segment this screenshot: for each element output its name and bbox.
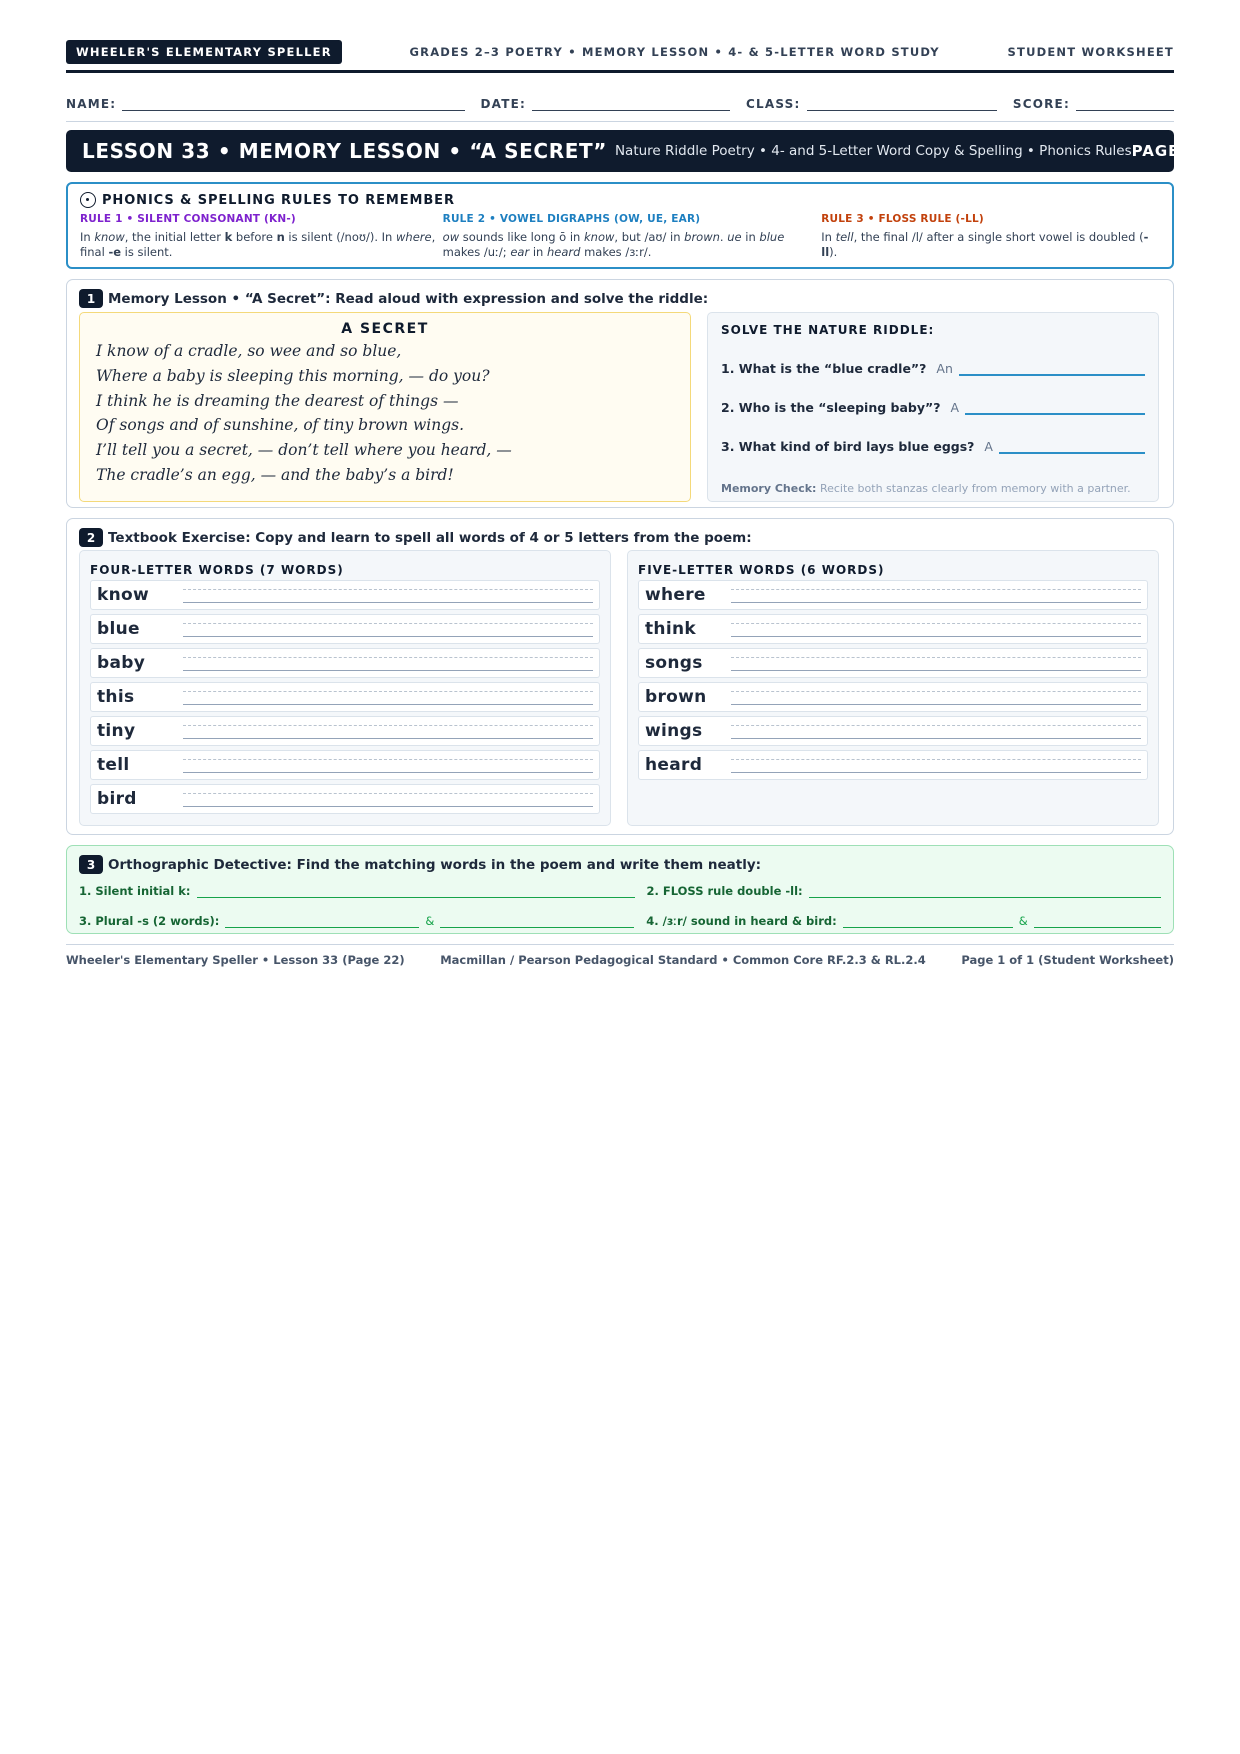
- class-line[interactable]: [807, 97, 997, 111]
- poem-line: The cradle’s an egg, — and the baby’s a bird!: [96, 465, 454, 484]
- divider: [66, 121, 1174, 122]
- word-row: wings: [638, 716, 1148, 746]
- section-1-title-text: Memory Lesson • “A Secret”: Read aloud with expression and solve the riddle:: [108, 290, 709, 307]
- rule-1-title: RULE 1 • SILENT CONSONANT (KN-): [80, 213, 296, 225]
- page-number: PAGE 22: [1131, 142, 1209, 160]
- riddle-question-3: 3. What kind of bird lays blue eggs? A: [721, 439, 1145, 454]
- page-header: [66, 40, 1174, 64]
- four-letter-words: [79, 550, 611, 826]
- copy-line[interactable]: [183, 791, 593, 807]
- rule-2-text: ow sounds like long ō in know, but /aʊ/ in brown. ue in blue makes /uː/; ear in heard makes /ɜːr/.: [442, 230, 785, 259]
- name-label: NAME:: [66, 97, 117, 111]
- copy-line[interactable]: [731, 587, 1141, 603]
- word-row: brown: [638, 682, 1148, 712]
- rule-3: [821, 212, 1160, 260]
- class-label: CLASS:: [746, 97, 801, 111]
- score-line[interactable]: [1076, 97, 1174, 111]
- lesson-subtitle: Nature Riddle Poetry • 4- and 5-Letter Word Copy & Spelling • Phonics Rules: [614, 143, 1132, 159]
- answer-line-3[interactable]: [999, 442, 1145, 454]
- phonics-rules-box: [66, 182, 1174, 269]
- section-1-number: 1: [79, 289, 103, 308]
- detective-answer-1[interactable]: [197, 886, 635, 898]
- rule-1: [80, 212, 443, 260]
- header-rule: [66, 70, 1174, 73]
- copy-line[interactable]: [183, 587, 593, 603]
- poem-line: Where a baby is sleeping this morning, — do you?: [96, 366, 490, 385]
- detective-q4: 4. /ɜːr/ sound in heard & bird:: [646, 914, 837, 928]
- section-orthographic-detective: 3 Orthographic Detective: Find the matching words in the poem and write them neatly: 1. Silent initial k: 2. FLOSS rule double -ll: 3. Plural -s (2 words): & 4. /ɜːr/ sound in heard & bird: &: [66, 845, 1174, 934]
- worksheet-page: [66, 40, 1209, 967]
- section-1-title: [79, 289, 1161, 308]
- word-row: songs: [638, 648, 1148, 678]
- detective-q1: 1. Silent initial k:: [79, 884, 191, 898]
- detective-q2: 2. FLOSS rule double -ll:: [646, 884, 803, 898]
- footer-divider: [66, 944, 1174, 945]
- word-row: this: [90, 682, 600, 712]
- footer-left: Wheeler's Elementary Speller • Lesson 33 (Page 22): [66, 953, 405, 967]
- poem-line: Of songs and of sunshine, of tiny brown wings.: [96, 416, 465, 435]
- detective-answer-4b[interactable]: [1034, 916, 1161, 928]
- word-row: heard: [638, 750, 1148, 780]
- word-row: know: [90, 580, 600, 610]
- lesson-title-bar: [66, 130, 1209, 172]
- riddle-box: [707, 312, 1159, 502]
- poem-line: I’ll tell you a secret, — don’t tell where you heard, —: [96, 441, 512, 460]
- detective-answer-3b[interactable]: [440, 916, 634, 928]
- footer-center: Macmillan / Pearson Pedagogical Standard • Common Core RF.2.3 & RL.2.4: [440, 953, 926, 967]
- footer-right: Page 1 of 1 (Student Worksheet): [961, 953, 1174, 967]
- answer-line-1[interactable]: [959, 364, 1145, 376]
- four-letter-heading: FOUR-LETTER WORDS (7 WORDS): [90, 563, 344, 577]
- student-info-row: [66, 89, 1174, 111]
- copy-line[interactable]: [183, 655, 593, 671]
- riddle-question-2: 2. Who is the “sleeping baby”? A: [721, 400, 1145, 415]
- answer-line-2[interactable]: [965, 403, 1145, 415]
- word-row: think: [638, 614, 1148, 644]
- copy-line[interactable]: [183, 689, 593, 705]
- poem-line: I think he is dreaming the dearest of things —: [96, 391, 459, 410]
- copy-line[interactable]: [731, 655, 1141, 671]
- riddle-heading: SOLVE THE NATURE RIDDLE:: [721, 323, 935, 337]
- rule-3-text: In tell, the final /l/ after a single short vowel is doubled (-ll).: [821, 230, 1149, 259]
- word-row: where: [638, 580, 1148, 610]
- poem-line: I know of a cradle, so wee and so blue,: [96, 342, 402, 360]
- poem-box: [79, 312, 691, 502]
- copy-line[interactable]: [731, 689, 1141, 705]
- date-label: DATE:: [480, 97, 526, 111]
- section-3-number: 3: [79, 855, 103, 874]
- rule-2: [443, 212, 822, 260]
- rule-3-title: RULE 3 • FLOSS RULE (-LL): [821, 213, 984, 225]
- five-letter-heading: FIVE-LETTER WORDS (6 WORDS): [638, 563, 885, 577]
- copy-line[interactable]: [731, 723, 1141, 739]
- rule-1-text: In know, the initial letter k before n is silent (/noʊ/). In where, final -e is silent.: [80, 230, 436, 259]
- brand-badge: WHEELER'S ELEMENTARY SPELLER: [66, 40, 342, 64]
- name-line[interactable]: [122, 97, 464, 111]
- word-row: tiny: [90, 716, 600, 746]
- section-2-title: [79, 528, 1161, 547]
- date-line[interactable]: [532, 97, 730, 111]
- detective-answer-2[interactable]: [809, 886, 1161, 898]
- five-letter-words: [627, 550, 1159, 826]
- copy-line[interactable]: [731, 621, 1141, 637]
- rules-heading-text: PHONICS & SPELLING RULES TO REMEMBER: [102, 192, 455, 208]
- copy-line[interactable]: [183, 621, 593, 637]
- word-row: blue: [90, 614, 600, 644]
- rules-heading: [80, 192, 1160, 208]
- section-2-number: 2: [79, 528, 103, 547]
- word-row: baby: [90, 648, 600, 678]
- riddle-question-1: 1. What is the “blue cradle”? An: [721, 361, 1145, 376]
- lesson-title: LESSON 33 • MEMORY LESSON • “A SECRET”: [82, 139, 607, 163]
- section-memory-lesson: [66, 279, 1174, 508]
- rule-2-title: RULE 2 • VOWEL DIGRAPHS (OW, UE, EAR): [442, 213, 701, 225]
- header-subject: GRADES 2–3 POETRY • MEMORY LESSON • 4- & 5-LETTER WORD STUDY: [409, 45, 940, 59]
- copy-line[interactable]: [183, 723, 593, 739]
- score-label: SCORE:: [1012, 97, 1070, 111]
- section-2-title-text: Textbook Exercise: Copy and learn to spell all words of 4 or 5 letters from the poem:: [108, 529, 752, 546]
- detective-answer-4a[interactable]: [843, 916, 1013, 928]
- section-word-copy: [66, 518, 1174, 835]
- page-footer: [66, 953, 1174, 967]
- copy-line[interactable]: [731, 757, 1141, 773]
- word-row: tell: [90, 750, 600, 780]
- section-3-title: [79, 855, 1161, 874]
- memory-check-note: Memory Check: Recite both stanzas clearly from memory with a partner.: [721, 482, 1131, 495]
- detective-q3: 3. Plural -s (2 words):: [79, 914, 220, 928]
- detective-answer-3a[interactable]: [225, 916, 419, 928]
- section-3-title-text: Orthographic Detective: Find the matching words in the poem and write them neatly:: [108, 856, 762, 873]
- word-row: bird: [90, 784, 600, 814]
- info-circle-icon: [80, 192, 96, 208]
- header-doc-type: STUDENT WORKSHEET: [1007, 45, 1174, 59]
- poem-title: A SECRET: [341, 321, 429, 337]
- copy-line[interactable]: [183, 757, 593, 773]
